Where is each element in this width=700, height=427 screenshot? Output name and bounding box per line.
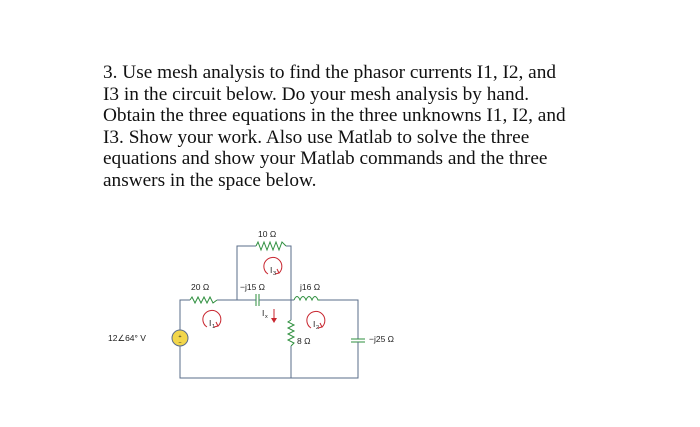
problem-line-5: equations and show your Matlab commands and the three xyxy=(103,148,548,170)
minus-icon: − xyxy=(178,340,182,346)
inductor-j16-label: j16 Ω xyxy=(300,282,321,292)
problem-line-3: Obtain the three equations in the three unknowns I1, I2, and xyxy=(103,105,566,127)
mesh-current-i3 xyxy=(264,257,282,277)
mesh-i3-subscript: 3 xyxy=(273,271,277,277)
inductor-j16-icon xyxy=(294,297,320,301)
mesh-i3-label: I xyxy=(270,265,273,275)
resistor-8-label: 8 Ω xyxy=(297,336,311,346)
problem-line-1: 3. Use mesh analysis to find the phasor currents I1, I2, and xyxy=(103,62,557,83)
capacitor-j25-label: −j25 Ω xyxy=(369,334,395,344)
plus-icon: + xyxy=(178,334,182,340)
mesh-i2-subscript: 2 xyxy=(316,325,320,331)
capacitor-j15-label: −j15 Ω xyxy=(240,282,266,292)
mesh-i1-label: I xyxy=(209,318,212,328)
resistor-10-icon xyxy=(256,242,286,250)
branch-current-ix xyxy=(262,308,277,323)
mesh-i1-subscript: 1 xyxy=(212,324,216,330)
voltage-source xyxy=(172,330,188,346)
resistor-20-label: 20 Ω xyxy=(191,282,210,292)
source-label: 12∠64° V xyxy=(108,333,146,343)
resistor-10-label: 10 Ω xyxy=(258,229,277,239)
resistor-8-icon xyxy=(288,320,294,346)
mesh-i2-label: I xyxy=(313,319,316,329)
problem-line-4: I3. Show your work. Also use Matlab to solve the three xyxy=(103,126,530,148)
capacitor-j15-icon xyxy=(250,294,265,306)
branch-ix-subscript: x xyxy=(265,314,268,320)
problem-line-2: I3 in the circuit below. Do your mesh analysis by hand. xyxy=(103,83,530,105)
mesh-current-i2 xyxy=(307,311,325,331)
problem-line-6: answers in the space below. xyxy=(103,169,317,191)
mesh-current-i1 xyxy=(203,310,221,330)
branch-ix-label: I xyxy=(262,308,265,318)
resistor-20-icon xyxy=(190,297,217,303)
capacitor-j25-icon xyxy=(351,330,365,354)
